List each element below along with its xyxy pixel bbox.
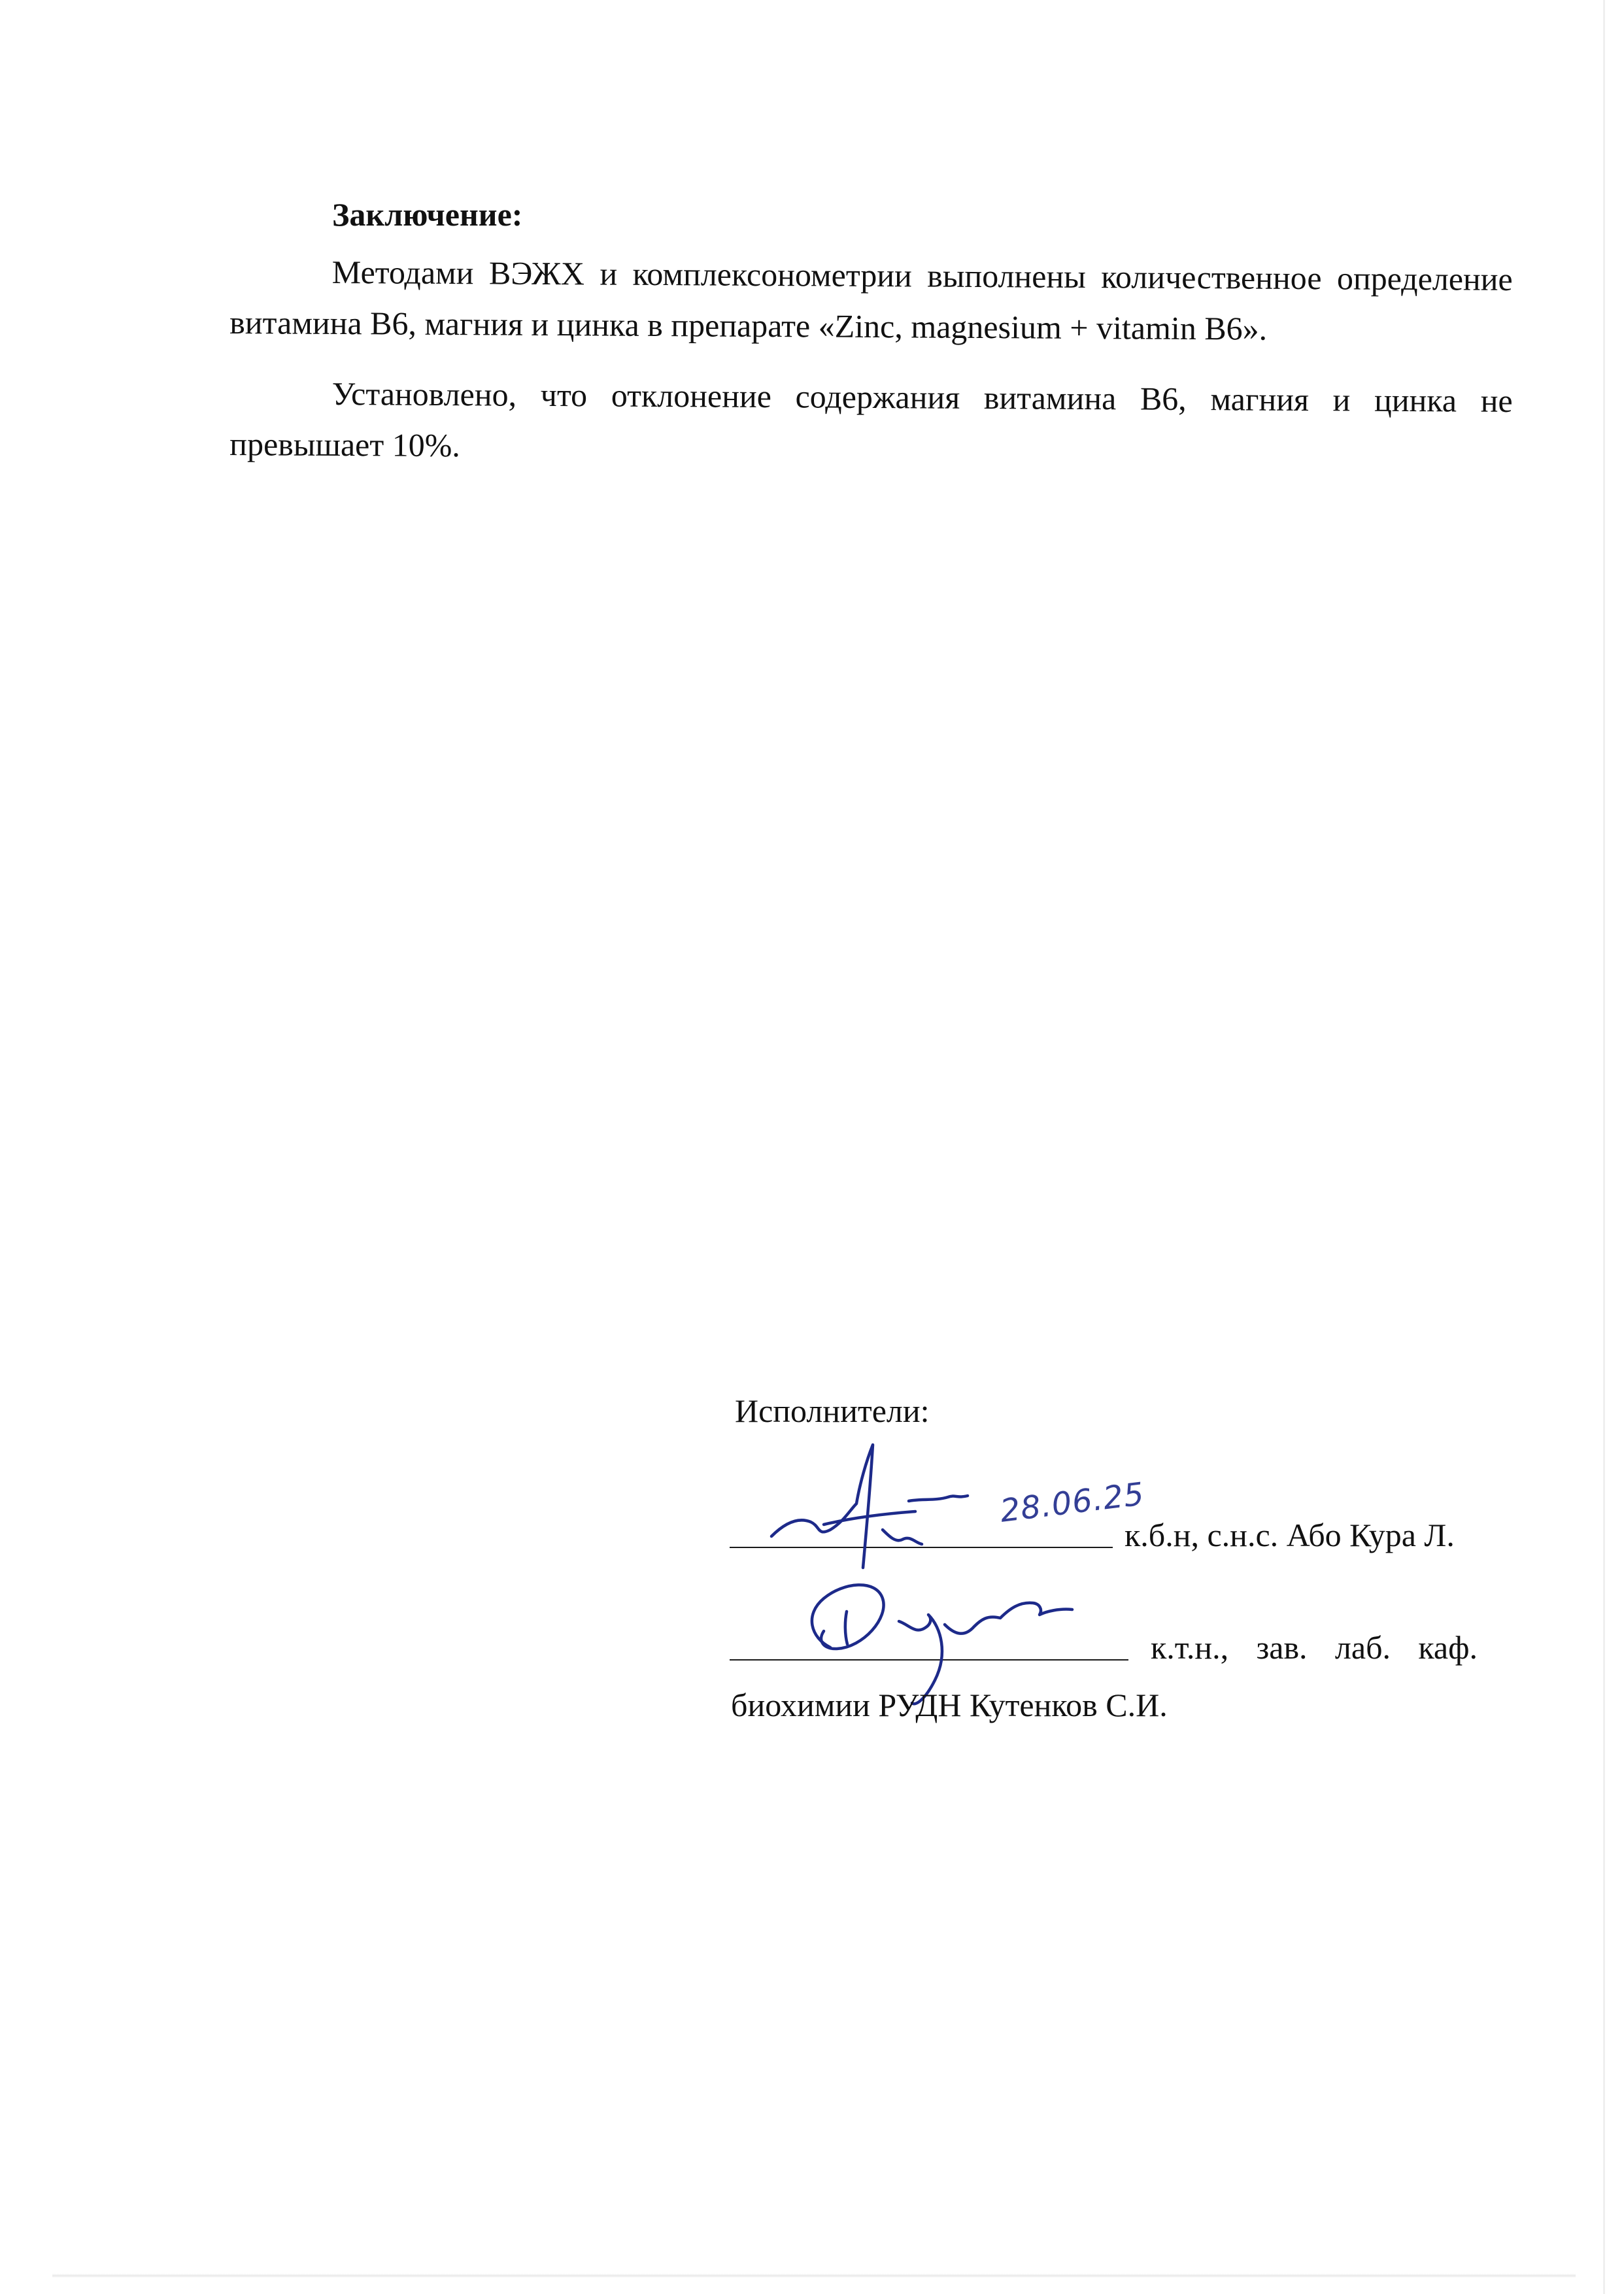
signer-2-credential-word: лаб. <box>1334 1629 1391 1666</box>
signature-date-handwritten: 28.06.25 <box>998 1476 1147 1530</box>
conclusion-heading: Заключение: <box>332 196 523 233</box>
signer-2-credential-word: к.т.н., <box>1151 1629 1229 1666</box>
scan-edge-right <box>1603 0 1605 2294</box>
signer-2-credentials-continued: биохимии РУДН Кутенков С.И. <box>731 1687 1168 1723</box>
signer-2-credential-word: каф. <box>1418 1629 1478 1666</box>
signer-1-credentials: к.б.н, с.н.с. Або Кура Л. <box>1125 1517 1455 1553</box>
conclusion-paragraph-1: Методами ВЭЖХ и комплексонометрии выполнены количественное определение витамина В6, магния и цинка в препарате «Zinc, magnesium + vitamin B6». <box>229 253 1513 347</box>
signer-2-credential-word: зав. <box>1256 1629 1308 1666</box>
scan-edge-bottom <box>52 2274 1576 2278</box>
conclusion-paragraph-2: Установлено, что отклонение содержания витамина В6, магния и цинка не превышает 10%. <box>229 375 1513 464</box>
performers-label: Исполнители: <box>735 1392 930 1429</box>
signer-2-credentials-line <box>1151 1628 1478 1667</box>
